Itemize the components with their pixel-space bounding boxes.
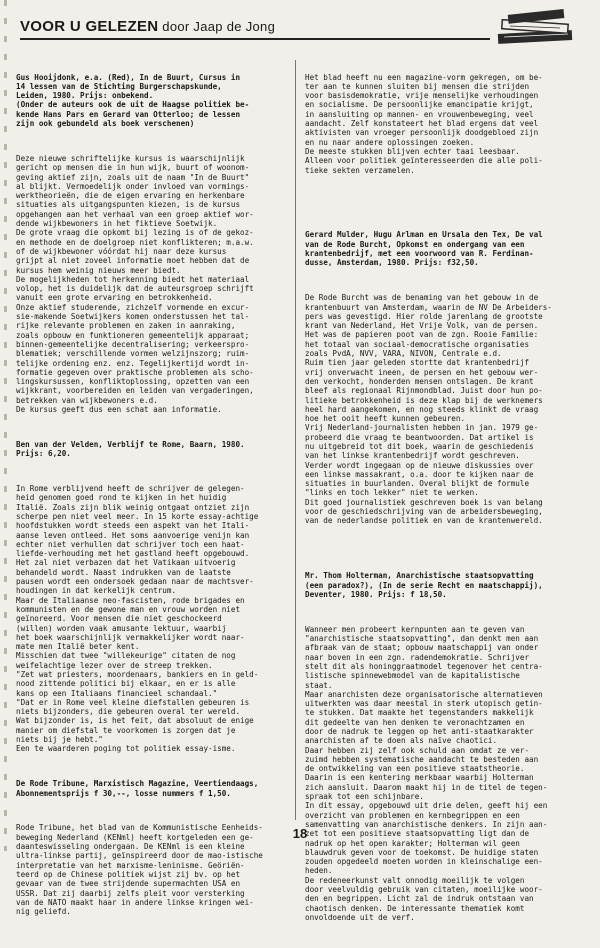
- review-body: Deze nieuwe schriftelijke kursus is waarschijnlijk gericht op mensen die in hun wijk, buurt of woonom- geving aktief zijn, zoals uit de naam "In de Buurt" al blijkt. Vermoedelijk onder invloed van vormings- werktheorieën, die de eigen ervaring en herkenbare situaties als uitgangspunten kiezen, is de kursus opgehangen aan het verhaal van een groep aktief wor- dende wijkbewoners in het fiktieve Soetwijk. De grote vraag die opkomt bij lezing is of de gekoz- en methode en de doelgroep niet konflikteren; m.a.w. of de wijkbewoner vóórdat hij naar deze kursus grijpt al niet zoveel informatie moet hebben dat de kursus hem weinig nieuws meer biedt. De mogelijkheden tot herkenning biedt het materiaal volop, het is duidelijk dat de auteursgroep schrijft vanuit een grote ervaring en betrokkenheid. Onze aktief studerende, zichzelf vormende en excur- sie-makende Soetwijkers komen onderstussen het tal- rijke relevante problemen en zaken in aanraking, zoals opbouw en funktioneren gemeentelijk apparaat; binnen-gemeentelijke decentralisering; verkeerspro- blematiek; verschillende vormen welzijnszorg; ruim- telijke ordening enz. enz. Tegelijkertijd wordt in- formatie gegeven over praktische problemen als scho- lingskursussen, konfliktoplossing, opzetten van een wijkkrant, voorbereiden en leiden van vergaderingen, betrekken van wijkbewoners e.d. De kursus geeft dus een schat aan informatie.: [16, 153, 254, 414]
- review-body: Rode Tribune, het blad van de Kommunistische Eenheids- beweging Nederland (KENml) heeft kortgeleden een ge- daanteswisseling ondergaan. De KENml is een kleine ultra-linkse partij, geïnspireerd door de mao-istische interpretatie van het marxisme-leninisme. Geöriën- teerd op de Chinese politiek wijst zij bv. op het gevaar van de twee strijdende supermachten USA en USSR. Dat zij daarbij zelfs pleit voor versterking van de NATO maakt haar in andere linkse kringen wei- nig geliefd.: [16, 823, 263, 917]
- header-rule: [20, 38, 490, 40]
- column-title: [20, 18, 275, 35]
- review-reference: Ben van der Velden, Verblijf te Rome, Baarn, 1980. Prijs: 6,20.: [16, 439, 245, 459]
- review-reference: Gus Hooijdonk, e.a. (Red), In de Buurt, Cursus in 14 lessen van de Stichting Burgerschapskunde, Leiden, 1980. Prijs: onbekend. (Onder de auteurs ook de uit de Haagse politiek be- kende Hans Pars en Gerard van Otterloo; de lessen zijn ook gebundeld als boek verschenen): [16, 72, 250, 129]
- column-title-author: door Jaap de Jong: [158, 19, 276, 34]
- left-column: [16, 54, 291, 942]
- column-divider: [295, 60, 296, 820]
- binder-holes: [4, 0, 7, 851]
- review-reference: Mr. Thom Holterman, Anarchistische staatsopvatting (een paradox?), (In de serie Recht en maatschappij), Deventer, 1980. Prijs: f 18,50.: [305, 571, 543, 599]
- books-icon: [490, 6, 580, 46]
- page-header: [20, 12, 580, 42]
- review-body: De Rode Burcht was de benaming van het gebouw in de krantenbuurt van Amsterdam, waarin de NV De Arbeiders- pers was gevestigd. Hier rolde jarenlang de grootste krant van Nederland, Het Vrije Volk, van de persen. Het was de papieren poot van de zgn. Rooie Familie: het totaal van sociaal-democratische organisaties zoals PvdA, NVV, VARA, NIVON, Centrale e.d. Ruim tien jaar geleden stortte dat krantenbedrijf vrij onverwacht ineen, de persen en het gebouw wer- den verkocht, honderden mensen ontslagen. De krant bleef als regionaal Rijnmondblad. Juist door hun po- litieke betrokkenheid is deze klap bij de werknemers heel hard aangekomen, en nog steeds klinkt de vraag hoe het ooit heeft kunnen gebeuren. Vrij Nederland-journalisten hebben in jan. 1979 ge- probeerd die vraag te beantwoorden. Dat artikel is nu uitgebreid tot dit boek, waarin de geschiedenis van het linkse krantenbedrijf wordt geschreven. Verder wordt ingegaan op de nieuwe diskussies over een linkse massakrant, o.a. door te kijken naar de situaties in buurlanden. Overal blijkt de formule "links en toch lekker" niet te werken. Dit goed journalistiek geschreven boek is van belang voor de geschiedschrijving van de arbeidersbeweging, van de nederlandse politiek en van de krantenwereld.: [305, 293, 552, 526]
- column-title-lead: VOOR U GELEZEN: [20, 18, 159, 35]
- page-number: 18: [292, 826, 308, 841]
- review-body: In Rome verblijvend heeft de schrijver de gelegen- heid genomen goed rond te kijken in het huidig Italië. Zoals zijn blik weinig ontgaat ontziet zijn scherpe pen niet veel meer. In 15 korte essay-achtige hoofdstukken wordt steeds een aspekt van het Itali- aanse leven ontleed. Het soms aanvoerige venijn kan echter niet verhullen dat schrijver toch een haat- liefde-verhouding met het gastland heeft opgebouwd. Het zal niet verbazen dat het Vatikaan uitvoerig behandeld wordt. Naast indrukken van de laatste pausen wordt een ondersoek gedaan naar de machtsver- houdingen in dat kerkelijk centrum. Maar de Italiaanse neo-fascisten, rode brigades en kommunisten en de gewone man en vrouw worden niet geïnoreerd. Voor mensen die niet geschockeerd (willen) worden vaak amusante lektuur, waarbij het boek waarschijnlijk vermakkelijker wordt naar- mate men Italië beter kent. Misschien dat twee "willekeurige" citaten de nog weifelachtige lezer over de streep trekken. "Zet wat priesters, moordenaars, bankiers en in geld- nood zittende politici bij elkaar, en er is alle kans op een Italiaans financieel schandaal." "Dat er in Rome veel kleine diefstallen gebeuren is niets bijzonders, die gebeuren overal ter wereld. Wat bijzonder is, is het feit, dat absoluut de enige manier om diefstal te voorkomen is zorgen dat je niets bij je hebt." Een te waarderen poging tot politiek essay-isme.: [16, 484, 259, 754]
- right-column: [305, 54, 580, 948]
- review-body: Het blad heeft nu een magazine-vorm gekregen, om be- ter aan te kunnen sluiten bij mensen die strijden voor basisdemokratie, vrije menselijke verhoudingen en socialisme. De persoonlijke emancipatie krijgt, in aansluiting op mannen- en vrouwenbeweging, veel aandacht. Zelf konstateert het blad ergens dat veel aktivisten van vroeger persoonlijk doodgebloed zijn en nu naar andere oplossingen zoeken. De meeste stukken blijven echter taai leesbaar. Alleen voor politiek geïnteresseerden die alle poli- tieke sekten verzamelen.: [305, 72, 543, 175]
- review-body: Wanneer men probeert kernpunten aan te geven van "anarchistische staatsopvatting", dan denkt men aan afbraak van de staat; opbouw maatschappij van onder naar boven in een zgn. radendemokratie. Schrijver stelt dit als honinggraatmodel tegenover het centra- listische spinnewebmodel van de kapitalistische staat. Maar anarchisten deze organisatorische alternatieven uitwerkten was daar meestal in sterk utopisch getin- te stukken. Dat maakte het tegenstanders makkelijk dit gedeelte van hen denken te veronachtzamen en door de nadruk te leggen op het anti-staatkarakter anarchisten af te doen als naïve chaotici. Daar hebben zij zelf ook schuld aan omdat ze ver- zuimd hebben systematische aandacht te besteden aan de ontwikkeling van een positieve staatstheorie. Daarin is een kentering merkbaar waarbij Holterman zich aansluit. Daarom maakt hij in de titel de tegen- spraak tot een schijnbare. In dit essay, opgebouwd uit drie delen, geeft hij een overzicht van problemen en kernbegrippen en een samenvatting van anarchistische denkers. In zijn aan- zet tot een positieve staatsopvatting ligt dan de nadruk op het open karakter; Holterman wil geen blauwdruk geven voor de toekomst. De huidige staten zouden opgedeeld moeten worden in kleinschalige een- heden. De redeneerkunst valt onnodig moeilijk te volgen door veelvuldig gebruik van citaten, moeilijke woor- den en begrippen. Licht zal de indruk ontstaan van chaotisch denken. De interessante thematiek komt onvoldoende uit de verf.: [305, 624, 548, 922]
- review-reference: De Rode Tribune, Marxistisch Magazine, Veertiendaags, Abonnementsprijs f 30,--, losse nummers f 1,50.: [16, 779, 259, 798]
- review-reference: Gerard Mulder, Hugu Arlman en Ursala den Tex, De val van de Rode Burcht, Opkomst en ondergang van een krantenbedrijf, met een voorwoord van R. Ferdinan- dusse, Amsterdam, 1980. Prijs: f32,50.: [305, 230, 543, 268]
